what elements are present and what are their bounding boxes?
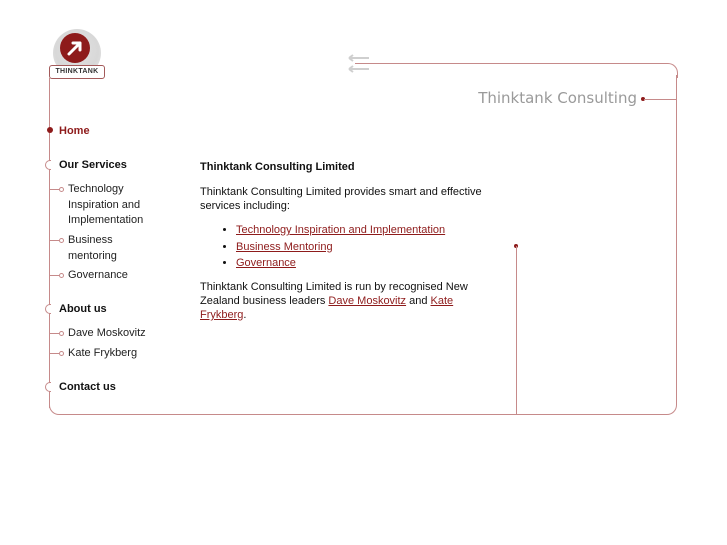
logo[interactable] — [49, 29, 105, 81]
nav-connector — [45, 382, 51, 392]
outro-text: Thinktank Consulting Limited is run by recognised New Zealand business leaders — [200, 281, 468, 307]
outro-suffix: . — [243, 309, 247, 321]
nav-item-home[interactable]: Home — [59, 125, 90, 137]
frame-bottom-line — [49, 404, 677, 415]
service-link-governance[interactable]: Governance — [236, 257, 296, 269]
nav-connector — [45, 304, 51, 314]
main-content — [200, 158, 500, 332]
list-item — [236, 256, 500, 270]
nav-label-line: mentoring — [68, 249, 117, 262]
service-link-technology[interactable]: Technology Inspiration and Implementation — [236, 224, 446, 236]
sub-ring-icon — [59, 351, 64, 356]
sub-connector — [50, 353, 59, 354]
arrow-up-right-icon — [60, 33, 90, 63]
page-heading: Thinktank Consulting Limited — [200, 161, 355, 173]
link-dave-moskovitz[interactable]: Dave Moskovitz — [328, 295, 407, 307]
outro-and: and — [406, 295, 431, 307]
frame-right-line — [676, 75, 677, 405]
sub-connector — [50, 275, 59, 276]
nav-label-line: Technology — [68, 183, 124, 195]
home-active-dot — [47, 127, 53, 133]
nav-label-line: Inspiration and — [68, 198, 141, 211]
frame-top-line — [355, 63, 667, 64]
site-title: Thinktank Consulting — [478, 89, 637, 107]
service-link-business-mentoring[interactable]: Business Mentoring — [236, 240, 333, 253]
nav-label-line: Business — [68, 234, 113, 246]
intro-paragraph: Thinktank Consulting Limited provides smart and effective services including: — [200, 186, 482, 212]
services-list — [200, 223, 500, 270]
nav-item-our-services[interactable]: Our Services — [59, 159, 127, 171]
nav-label-line: Implementation — [68, 214, 144, 226]
sub-ring-icon — [59, 273, 64, 278]
nav-connector — [45, 160, 51, 170]
sub-ring-icon — [59, 187, 64, 192]
sub-connector — [50, 333, 59, 334]
sub-connector — [50, 189, 59, 190]
outro-paragraph — [200, 280, 500, 322]
logo-text: THINKTANK — [49, 65, 105, 79]
list-item — [236, 240, 500, 254]
sub-ring-icon — [59, 238, 64, 243]
link-kate-frykberg[interactable]: Kate Frykberg — [200, 295, 454, 321]
sub-ring-icon — [59, 331, 64, 336]
nav-item-kate-frykberg[interactable]: Kate Frykberg — [68, 347, 138, 359]
nav-item-business-mentoring[interactable] — [68, 233, 117, 264]
nav-item-contact-us[interactable]: Contact us — [59, 381, 116, 393]
list-item — [236, 223, 500, 237]
nav-item-governance[interactable]: Governance — [68, 269, 128, 281]
nav-item-about-us[interactable]: About us — [59, 303, 107, 315]
sub-connector — [50, 240, 59, 241]
nav-item-technology[interactable] — [68, 182, 143, 229]
nav-item-dave-moskovitz[interactable]: Dave Moskovitz — [68, 327, 146, 339]
title-connector — [644, 99, 677, 100]
content-divider-line — [516, 246, 517, 415]
